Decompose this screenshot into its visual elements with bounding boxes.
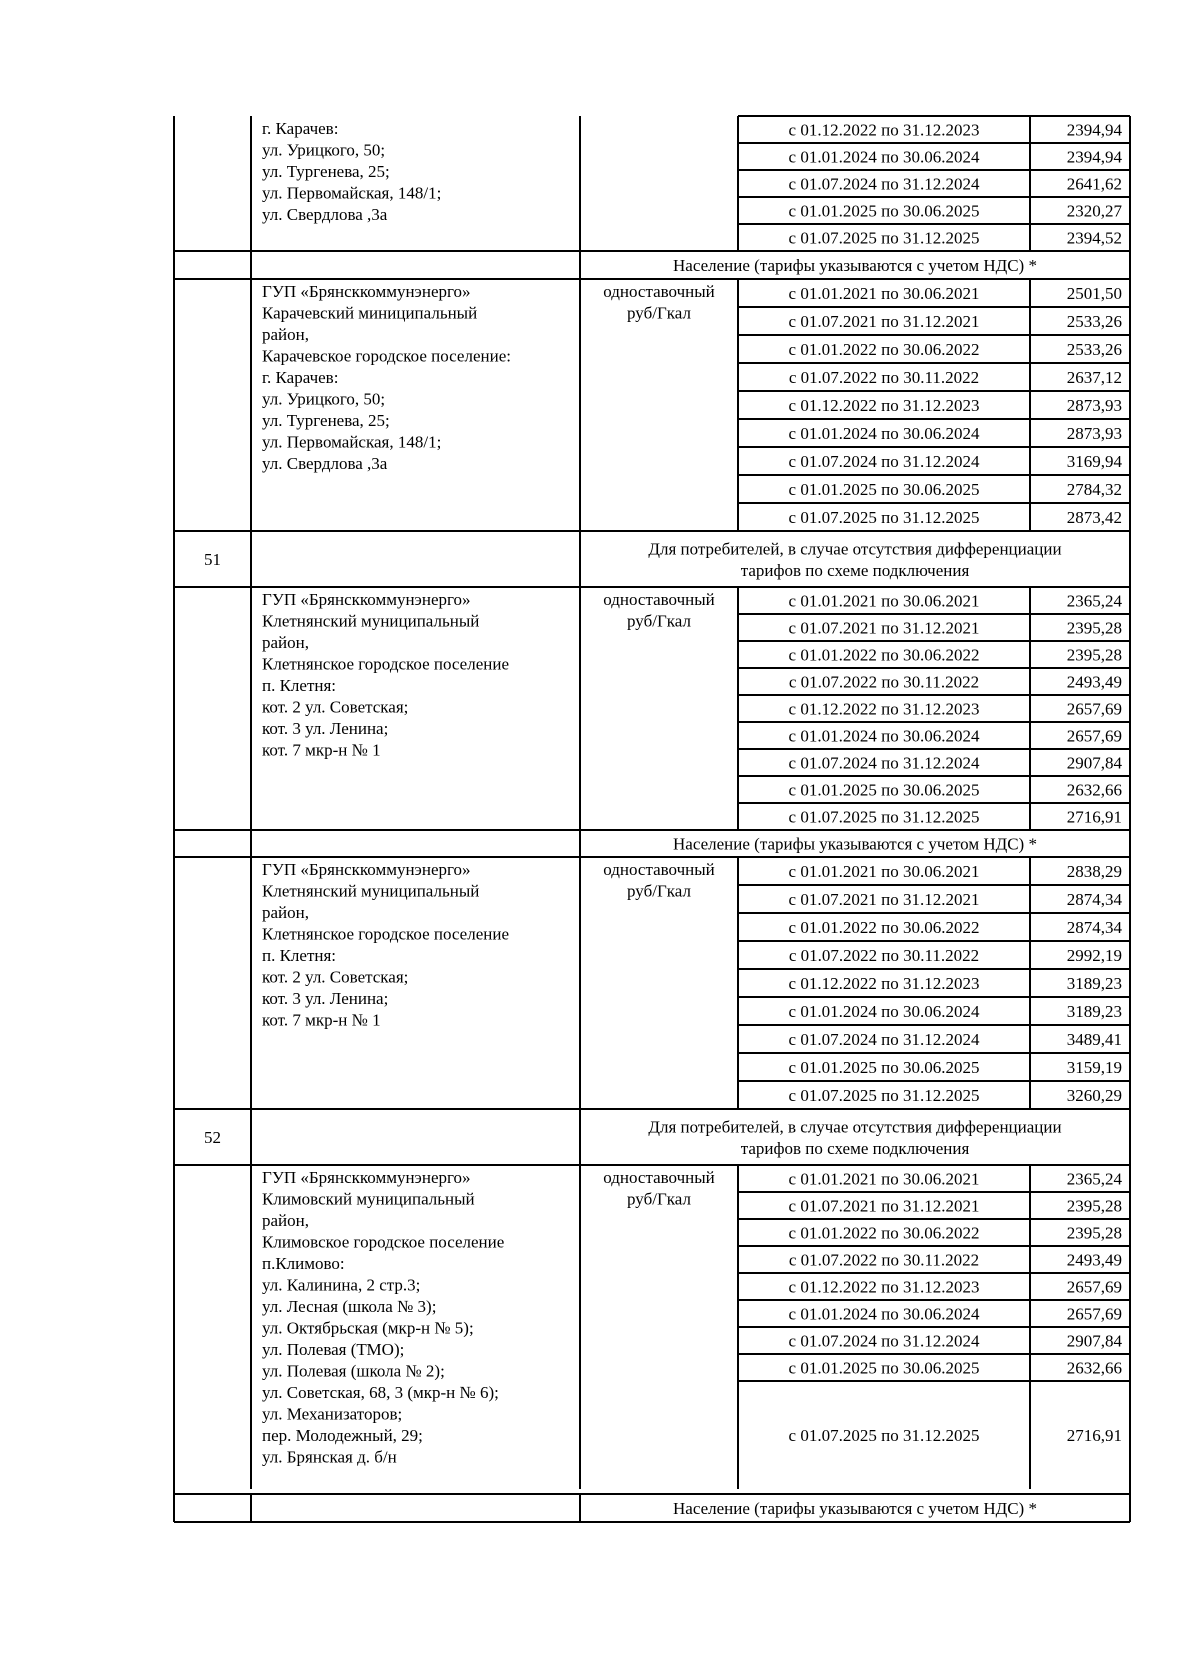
tariff-value: 2907,84 xyxy=(1066,1331,1122,1351)
tariff-period: с 01.07.2021 по 31.12.2021 xyxy=(788,618,980,638)
tariff-value: 2493,49 xyxy=(1066,672,1122,692)
tariff-value: 2874,34 xyxy=(1066,890,1122,909)
supplier-address-line: ул. Тургенева, 25; xyxy=(262,411,390,430)
tariff-period: с 01.01.2024 по 30.06.2024 xyxy=(788,424,980,443)
supplier-address-line: г. Карачев: xyxy=(262,119,339,138)
tariff-period: с 01.01.2021 по 30.06.2021 xyxy=(788,284,980,303)
tariff-value: 2395,28 xyxy=(1066,645,1122,665)
tariff-period: с 01.07.2022 по 30.11.2022 xyxy=(788,946,980,965)
tariff-value: 2907,84 xyxy=(1066,753,1122,773)
tariff-period: с 01.01.2024 по 30.06.2024 xyxy=(788,147,980,167)
tariff-value: 2657,69 xyxy=(1066,726,1122,746)
tariff-value: 3189,23 xyxy=(1066,974,1122,993)
supplier-address-line: кот. 2 ул. Советская; xyxy=(262,697,409,717)
tariff-value: 2632,66 xyxy=(1066,780,1122,800)
tariff-period: с 01.12.2022 по 31.12.2023 xyxy=(788,1277,980,1297)
tariff-period: с 01.01.2024 по 30.06.2024 xyxy=(788,726,980,746)
supplier-address-line: ул. Советская, 68, 3 (мкр-н № 6); xyxy=(262,1383,499,1402)
tariff-period: с 01.07.2025 по 31.12.2025 xyxy=(788,228,980,248)
supplier-address-line: кот. 3 ул. Ленина; xyxy=(262,719,389,738)
tariff-period: с 01.07.2025 по 31.12.2025 xyxy=(788,807,980,827)
supplier-address-line: ГУП «Брянсккоммунэнерго» xyxy=(262,860,471,879)
tariff-value: 2873,42 xyxy=(1066,508,1122,527)
tariff-period: с 01.07.2021 по 31.12.2021 xyxy=(788,1196,980,1216)
tariff-value: 2493,49 xyxy=(1066,1250,1122,1270)
tariff-period: с 01.07.2022 по 30.11.2022 xyxy=(788,1250,980,1270)
supplier-address-line: Карачевское городское поселение: xyxy=(262,346,511,366)
tariff-period: с 01.07.2024 по 31.12.2024 xyxy=(788,753,980,773)
tariff-period: с 01.01.2025 по 30.06.2025 xyxy=(788,1358,980,1378)
tariff-value: 2784,32 xyxy=(1066,480,1122,499)
tariff-value: 2716,91 xyxy=(1066,1426,1122,1445)
tariff-period: с 01.07.2021 по 31.12.2021 xyxy=(788,312,980,331)
supplier-address-line: ул. Свердлова ,3а xyxy=(262,205,388,224)
tariff-value: 2501,50 xyxy=(1066,284,1122,303)
tariff-period: с 01.07.2022 по 30.11.2022 xyxy=(788,368,980,387)
supplier-address-line: ул. Лесная (школа № 3); xyxy=(262,1297,437,1316)
supplier-address-line: п. Клетня: xyxy=(262,676,337,695)
tariff-type: руб/Гкал xyxy=(627,611,691,631)
tariff-period: с 01.01.2024 по 30.06.2024 xyxy=(788,1304,980,1324)
section-heading: Население (тарифы указываются с учетом НДС) * xyxy=(673,256,1037,275)
supplier-address-line: ул. Первомайская, 148/1; xyxy=(262,183,442,203)
tariff-value: 2533,26 xyxy=(1066,340,1122,359)
tariff-value: 2657,69 xyxy=(1066,1304,1122,1324)
tariff-period: с 01.12.2022 по 31.12.2023 xyxy=(788,974,980,993)
supplier-address-line: ул. Тургенева, 25; xyxy=(262,162,390,181)
tariff-period: с 01.12.2022 по 31.12.2023 xyxy=(788,699,980,719)
supplier-address-line: ул. Урицкого, 50; xyxy=(262,140,386,160)
tariff-value: 2838,29 xyxy=(1066,862,1122,881)
tariff-value: 3189,23 xyxy=(1066,1002,1122,1021)
tariff-period: с 01.01.2024 по 30.06.2024 xyxy=(788,1002,980,1021)
supplier-address-line: Климовское городское поселение xyxy=(262,1232,505,1252)
tariff-value: 2873,93 xyxy=(1066,396,1122,415)
tariff-period: с 01.01.2025 по 30.06.2025 xyxy=(788,480,980,499)
supplier-address-line: п. Клетня: xyxy=(262,946,337,965)
tariff-value: 2632,66 xyxy=(1066,1358,1122,1378)
tariff-period: с 01.01.2022 по 30.06.2022 xyxy=(788,645,980,665)
supplier-address-line: кот. 3 ул. Ленина; xyxy=(262,989,389,1008)
tariff-value: 2395,28 xyxy=(1066,1223,1122,1243)
item-number: 51 xyxy=(204,550,221,569)
supplier-address-line: п.Климово: xyxy=(262,1254,345,1273)
tariff-period: с 01.07.2024 по 31.12.2024 xyxy=(788,174,980,194)
supplier-address-line: ул. Свердлова ,3а xyxy=(262,454,388,473)
supplier-address-line: пер. Молодежный, 29; xyxy=(262,1426,423,1445)
tariff-value: 3159,19 xyxy=(1066,1058,1122,1077)
tariff-period: с 01.07.2022 по 30.11.2022 xyxy=(788,672,980,692)
tariff-value: 2657,69 xyxy=(1066,699,1122,719)
supplier-address-line: ул. Полевая (ТМО); xyxy=(262,1340,405,1359)
supplier-address-line: ГУП «Брянсккоммунэнерго» xyxy=(262,590,471,609)
tariff-value: 2874,34 xyxy=(1066,918,1122,937)
tariff-period: с 01.01.2022 по 30.06.2022 xyxy=(788,1223,980,1243)
tariff-value: 3169,94 xyxy=(1066,452,1122,471)
tariff-value: 2533,26 xyxy=(1066,312,1122,331)
tariff-type: одноставочный xyxy=(603,282,715,301)
supplier-address-line: ул. Первомайская, 148/1; xyxy=(262,432,442,452)
tariff-period: с 01.01.2021 по 30.06.2021 xyxy=(788,862,980,881)
supplier-address-line: Клетнянское городское поселение xyxy=(262,654,509,674)
section-heading: тарифов по схеме подключения xyxy=(740,1138,970,1158)
supplier-address-line: кот. 7 мкр-н № 1 xyxy=(262,740,381,760)
supplier-address-line: район, xyxy=(262,1211,309,1230)
section-heading: Население (тарифы указываются с учетом НДС) * xyxy=(673,1499,1037,1518)
tariff-value: 2716,91 xyxy=(1066,807,1122,827)
tariff-type: руб/Гкал xyxy=(627,881,691,901)
supplier-address-line: ГУП «Брянсккоммунэнерго» xyxy=(262,282,471,301)
tariff-period: с 01.01.2021 по 30.06.2021 xyxy=(788,1169,980,1189)
tariff-period: с 01.07.2025 по 31.12.2025 xyxy=(788,1426,980,1445)
section-heading: Для потребителей, в случае отсутствия дифференциации xyxy=(648,1117,1062,1137)
supplier-address-line: Клетнянское городское поселение xyxy=(262,924,509,944)
tariff-value: 3260,29 xyxy=(1066,1086,1122,1105)
tariff-period: с 01.07.2024 по 31.12.2024 xyxy=(788,452,980,471)
supplier-address-line: кот. 2 ул. Советская; xyxy=(262,967,409,987)
tariff-period: с 01.12.2022 по 31.12.2023 xyxy=(788,120,980,140)
tariff-type: одноставочный xyxy=(603,860,715,879)
supplier-address-line: район, xyxy=(262,633,309,652)
tariff-value: 2992,19 xyxy=(1066,946,1122,965)
item-number: 52 xyxy=(204,1128,221,1147)
tariff-period: с 01.07.2025 по 31.12.2025 xyxy=(788,1086,980,1105)
tariff-value: 2641,62 xyxy=(1066,174,1122,194)
supplier-address-line: ул. Механизаторов; xyxy=(262,1404,403,1424)
tariff-period: с 01.01.2025 по 30.06.2025 xyxy=(788,201,980,221)
tariff-period: с 01.01.2025 по 30.06.2025 xyxy=(788,780,980,800)
section-heading: Для потребителей, в случае отсутствия дифференциации xyxy=(648,539,1062,559)
supplier-address-line: Климовский муниципальный xyxy=(262,1189,475,1209)
tariff-value: 2394,52 xyxy=(1066,228,1122,248)
tariff-value: 2365,24 xyxy=(1066,1169,1122,1189)
tariff-value: 3489,41 xyxy=(1066,1030,1122,1049)
supplier-address-line: ГУП «Брянсккоммунэнерго» xyxy=(262,1168,471,1187)
tariff-period: с 01.07.2024 по 31.12.2024 xyxy=(788,1030,980,1049)
supplier-address-line: ул. Брянская д. б/н xyxy=(262,1447,397,1467)
supplier-address-line: ул. Октябрьская (мкр-н № 5); xyxy=(262,1318,474,1338)
tariff-type: руб/Гкал xyxy=(627,1189,691,1209)
tariff-type: руб/Гкал xyxy=(627,303,691,323)
supplier-address-line: кот. 7 мкр-н № 1 xyxy=(262,1010,381,1030)
tariff-period: с 01.01.2025 по 30.06.2025 xyxy=(788,1058,980,1077)
tariff-type: одноставочный xyxy=(603,590,715,609)
supplier-address-line: Клетнянский муниципальный xyxy=(262,881,480,901)
tariff-period: с 01.01.2022 по 30.06.2022 xyxy=(788,918,980,937)
tariff-value: 2637,12 xyxy=(1066,368,1122,387)
tariff-period: с 01.01.2022 по 30.06.2022 xyxy=(788,340,980,359)
section-heading: тарифов по схеме подключения xyxy=(740,560,970,580)
tariff-value: 2657,69 xyxy=(1066,1277,1122,1297)
tariff-value: 2365,24 xyxy=(1066,591,1122,611)
supplier-address-line: ул. Калинина, 2 стр.3; xyxy=(262,1275,421,1295)
tariff-period: с 01.01.2021 по 30.06.2021 xyxy=(788,591,980,611)
tariff-period: с 01.07.2021 по 31.12.2021 xyxy=(788,890,980,909)
tariff-value: 2395,28 xyxy=(1066,618,1122,638)
tariff-value: 2320,27 xyxy=(1066,201,1122,221)
tariff-value: 2394,94 xyxy=(1066,120,1122,140)
supplier-address-line: район, xyxy=(262,325,309,344)
section-heading: Население (тарифы указываются с учетом НДС) * xyxy=(673,834,1037,854)
supplier-address-line: район, xyxy=(262,903,309,922)
supplier-address-line: ул. Урицкого, 50; xyxy=(262,389,386,409)
supplier-address-line: г. Карачев: xyxy=(262,368,339,387)
supplier-address-line: ул. Полевая (школа № 2); xyxy=(262,1361,445,1381)
tariff-period: с 01.12.2022 по 31.12.2023 xyxy=(788,396,980,415)
tariff-type: одноставочный xyxy=(603,1168,715,1187)
tariff-value: 2873,93 xyxy=(1066,424,1122,443)
supplier-address-line: Клетнянский муниципальный xyxy=(262,611,480,631)
supplier-address-line: Карачевский миниципальный xyxy=(262,303,478,323)
tariff-period: с 01.07.2024 по 31.12.2024 xyxy=(788,1331,980,1351)
tariff-value: 2394,94 xyxy=(1066,147,1122,167)
tariff-period: с 01.07.2025 по 31.12.2025 xyxy=(788,508,980,527)
tariff-value: 2395,28 xyxy=(1066,1196,1122,1216)
